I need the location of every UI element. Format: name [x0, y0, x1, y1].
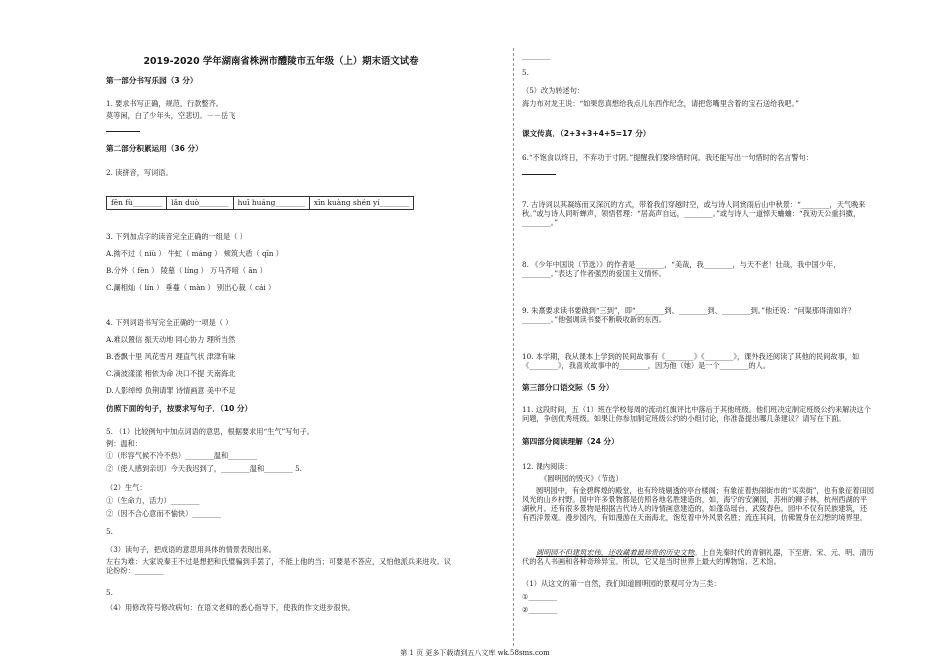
option-text: D.人影绰绰 负荆请罪 诗情画意 美中不足 — [106, 386, 236, 395]
question-text: 3. 下列加点字的读音完全正确的一组是（ ） — [106, 232, 247, 241]
section-heading: 第三部分口语交际（5 分） — [522, 383, 614, 392]
page-title: 2019-2020 学年湖南省株洲市醴陵市五年级（上）期末语文试卷 — [143, 56, 419, 67]
answer-blank[interactable] — [522, 167, 556, 175]
option-text: C.涮相灿（ lín ） 垂蔓（ màn ） 别出心裁（ cái ） — [106, 283, 276, 292]
question-text: 5. — [522, 68, 529, 77]
question-text: （4）用修改符号修改病句：在语文老师的悉心指导下，使我的作文进步很快。 — [106, 603, 355, 612]
pinyin-cell[interactable]: lǎn duò________ — [167, 197, 233, 210]
question-text: 7. 古诗词以其凝练而又深沉的方式，带着我们穿越时空，或与诗人同赏雨后山中秋景：“________，天气晚来秋。”或与诗人同听蝉声，领悟哲理：“居高声自远，________。”或与诗人一道悼天蛐蛐：“我劝天公重抖擞，________。” — [522, 200, 866, 227]
section-heading: 第二部分积累运用（36 分） — [106, 144, 203, 153]
answer-blank[interactable]: ②________ — [522, 605, 558, 614]
question-text: ②（使人感到亲切）今天我迟到了，________温和________ 5. — [106, 464, 303, 473]
passage-paragraph: 圆明园中，有金碧辉煌的殿堂，也有玲珑剔透的亭台楼阁；有象征着热闹街市的“买卖街”，也有象征着田园风光的山乡村野。园中许多景物都是仿照各地名胜建造的，如，海宁的安澜园，苏州的狮子林，杭州西湖的平湖秋月。还有很多景物是根据古代诗人的诗情画意建造的，如蓬岛瑶台、武陵春色。园中不仅有民族建筑，还有西洋景观。漫步园内，有如漫游在天南海北，饱览着中外风景名胜；流连其间，仿佛置身在幻想的境界里。 — [522, 486, 874, 522]
section-heading: 第四部分阅读理解（24 分） — [522, 437, 619, 446]
question-text: 8. 《少年中国说（节选）》的作者是________，“美哉，我________，与天不老！壮哉，我中国少年，________。”表达了作者强烈的爱国主义情怀。 — [522, 260, 841, 278]
question-text: 1. 要求书写正确，规范，行款整齐。 — [106, 99, 223, 108]
section-heading: 第一部分书写乐园（3 分） — [106, 76, 198, 85]
section-heading: 课文传真．（2+3+3+4+5=17 分） — [522, 129, 651, 138]
question-text: 莫等闲，白了少年头，空悲切。－－岳飞 — [106, 111, 236, 120]
option-text: B.香飘十里 风花雪月 理直气状 津津有味 — [106, 352, 236, 361]
question-text: 4. 下列词语书写完全正确的一项是（ ） — [106, 318, 233, 327]
pinyin-cell[interactable]: fēn fù________ — [107, 197, 167, 210]
question-text: 6.“不饱食以终日，不弃功于寸阴。”提醒我们要珍惜时间。我还能写出一句惜时的名言警句： — [522, 153, 813, 162]
pinyin-cell[interactable]: huī huáng________ — [233, 197, 309, 210]
option-text: A.难以置信 振天动地 同心协力 理所当然 — [106, 335, 236, 344]
passage-paragraph — [522, 548, 874, 566]
pinyin-table — [106, 196, 414, 210]
pinyin-cell[interactable]: xīn kuàng shén yí________ — [309, 197, 413, 210]
question-text: 5. — [106, 527, 113, 536]
question-text: 10. 本学期，我从课本上学到的民间故事有《________》《________》，课外我还阅读了其他的民间故事，如《________》，我喜欢故事中的________，因为他（她）是一个________的人。 — [522, 352, 860, 370]
question-text: 11. 这段时间，五（1）班在学校每周的流动红旗评比中落后于其他班级。他们班决定制定班级公约来解决这个问题，争创优秀班级。如果让你参加制定班级公约的小组讨论，你准备提出哪几条建议？请写在下面。 — [522, 405, 871, 423]
question-text: 2. 读拼音，写词语。 — [106, 168, 173, 177]
question-text: 海力布对龙王说：“如果您真想给我点儿东西作纪念，请把您嘴里含着的宝石送给我吧。” — [522, 99, 799, 108]
question-text: （1）从这文的第一自然，我们知道圆明园的景观可分为三类： — [522, 579, 721, 588]
option-text: A.拗不过（ niù ） 牛虻（ máng ） 颊筑大盾（ qīn ） — [106, 249, 283, 258]
question-text: ①（形容气候不冷不热）________温和________ — [106, 451, 257, 460]
option-text: C.滴波漾漾 相依为命 决口不提 天南海北 — [106, 369, 236, 378]
question-text: 9. 朱熹要求读书要做到“三到”，即“________到、________到、________到。”他还说：“问渠那得清如许？________。”他强调读书要不断吸收新的东西。 — [522, 306, 855, 324]
passage-text: 。上自先秦时代的青铜礼器，下至唐、宋、元、明、清历代的名人书画和各种奇珍异宝。所以，它又是当时世界上最大的博物馆、艺术馆。 — [522, 548, 874, 566]
question-text: ②（因不合心意而不愉快）________ — [106, 509, 222, 518]
passage-title: 《圆明园的毁灭》（节选） — [540, 474, 623, 483]
column-divider — [513, 48, 514, 646]
question-text: （2）生气： — [106, 483, 147, 492]
question-text: （3）读句子，把成语的意思用具体的情景表现出来。 — [106, 545, 276, 554]
question-text: 左右为难：大家说秦王不过是想把和氏璧骗到手罢了，不能上他的当；可要是不答应，又怕他派兵来进攻。议论纷纷：________ — [106, 557, 452, 575]
question-text: 5. （1）比较例句中加点词语的意思，根据要求用“生气”写句子。 — [106, 427, 314, 436]
underlined-sentence: 圆明园不但建筑宏伟，还收藏着最珍贵的历史文物 — [536, 548, 695, 557]
page-footer: 第 1 页 更多下载请到五八文库 wk.58sms.com — [400, 649, 550, 657]
answer-blank[interactable] — [106, 124, 140, 132]
option-text: B.分外（ fèn ） 陵墓（ líng ） 万马齐喑（ ān ） — [106, 266, 267, 275]
question-text: 例：温和： — [106, 439, 142, 448]
question-text: 12. 课内阅读： — [522, 462, 572, 471]
question-text: 5. — [106, 588, 113, 597]
section-heading: 仿照下面的句子，按要求写句子．（10 分） — [106, 404, 253, 413]
question-text: （5）改为转述句： — [522, 86, 585, 95]
answer-blank[interactable]: ________ — [522, 51, 551, 60]
answer-blank[interactable]: ①________ — [522, 592, 558, 601]
question-text: ①（生命力，活力）________ — [106, 496, 200, 505]
